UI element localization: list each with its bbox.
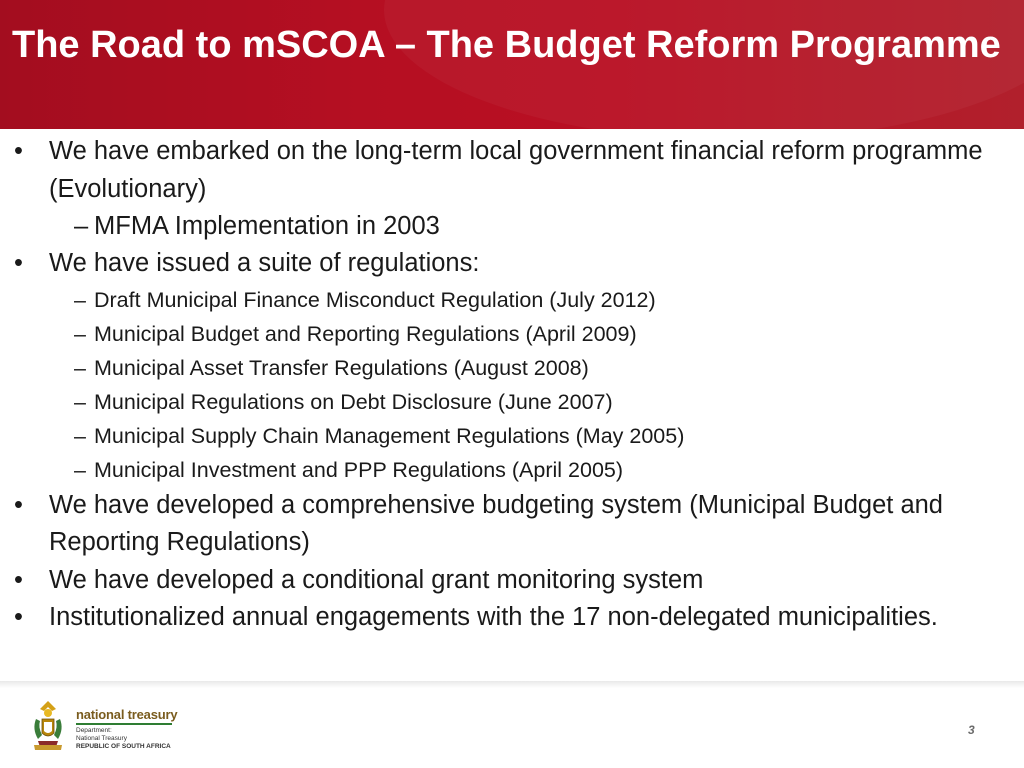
- bullet-level2: [0, 317, 1024, 351]
- bullet-text: Municipal Investment and PPP Regulations (April 2005): [94, 457, 624, 482]
- bullet-text: Institutionalized annual engagements with the 17 non-delegated municipalities.: [49, 603, 938, 631]
- dash-marker: –: [74, 321, 86, 346]
- logo-divider: [76, 723, 172, 725]
- bullet-level1: [0, 133, 1024, 208]
- bullet-level2: [0, 208, 1024, 245]
- bullet-level1: [0, 487, 1024, 562]
- logo-country: REPUBLIC OF SOUTH AFRICA: [76, 743, 171, 750]
- bullet-marker: •: [14, 137, 23, 165]
- bullet-text: Draft Municipal Finance Misconduct Regulation (July 2012): [94, 287, 656, 312]
- bullet-level2: [0, 385, 1024, 419]
- dash-marker: –: [74, 355, 86, 380]
- bullet-level2: [0, 283, 1024, 317]
- bullet-text: We have embarked on the long-term local government financial reform programme (Evolutionary): [49, 137, 983, 203]
- dash-marker: –: [74, 423, 86, 448]
- slide-footer: [0, 681, 1024, 768]
- bullet-marker: •: [14, 490, 23, 519]
- page-number: 3: [968, 723, 975, 737]
- bullet-level1: [0, 599, 1024, 637]
- bullet-text: Municipal Supply Chain Management Regulations (May 2005): [94, 423, 685, 448]
- bullet-list: [0, 133, 1024, 637]
- bullet-level2: [0, 351, 1024, 385]
- bullet-level1: [0, 562, 1024, 600]
- coat-of-arms-icon: [28, 699, 68, 753]
- bullet-text: Municipal Regulations on Debt Disclosure (June 2007): [94, 389, 613, 414]
- bullet-text: MFMA Implementation in 2003: [94, 212, 440, 240]
- logo-treasury: National Treasury: [76, 735, 127, 742]
- bullet-level2: [0, 419, 1024, 453]
- dash-marker: –: [74, 457, 86, 482]
- bullet-text: We have developed a comprehensive budgeting system (Municipal Budget and Reporting Regulations): [49, 490, 943, 556]
- bullet-marker: •: [14, 249, 23, 277]
- bullet-text: Municipal Budget and Reporting Regulations (April 2009): [94, 321, 637, 346]
- dash-marker: –: [74, 287, 86, 312]
- dash-marker: –: [74, 212, 89, 240]
- logo-department: Department:: [76, 727, 112, 734]
- title-bar: [0, 0, 1024, 129]
- bullet-level2: [0, 453, 1024, 487]
- bullet-marker: •: [14, 603, 23, 631]
- bullet-marker: •: [14, 565, 23, 594]
- bullet-text: We have issued a suite of regulations:: [49, 249, 480, 277]
- logo-name: national treasury: [76, 707, 178, 722]
- dash-marker: –: [74, 389, 86, 414]
- slide-title: The Road to mSCOA – The Budget Reform Programme: [12, 24, 1001, 66]
- bullet-level1: [0, 245, 1024, 283]
- bullet-text: Municipal Asset Transfer Regulations (August 2008): [94, 355, 589, 380]
- bullet-text: We have developed a conditional grant monitoring system: [49, 565, 704, 594]
